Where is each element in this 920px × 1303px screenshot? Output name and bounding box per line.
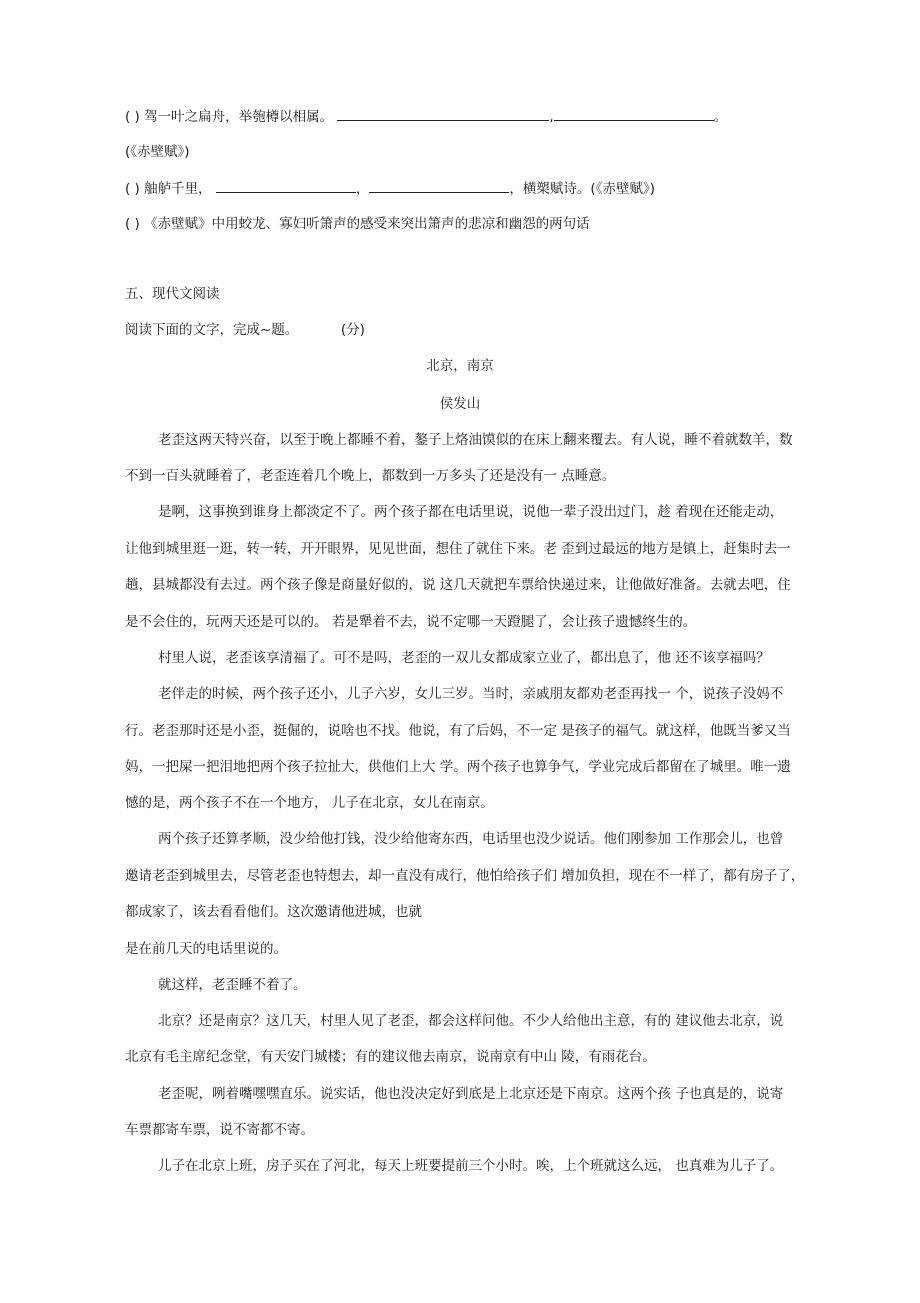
question-1-prefix: ( ) 驾一叶之扁舟，举匏樽以相属。 (125, 109, 334, 125)
question-1-end: 。 (713, 109, 728, 125)
article-line: 邀请老歪到城里去，尽管老歪也特想去，却一直没有成行，他怕给孩子们 增加负担，现在不一样了，都有房子了， (125, 868, 805, 884)
article-line: 趟，县城都没有去过。两个孩子像是商量好似的，说 这几天就把车票给快递过来，让他做好准备。去就去吧，住 (125, 577, 791, 593)
article-line: 老歪这两天特兴奋，以至于晚上都睡不着，鏊子上烙油馍似的在床上翻来覆去。有人说，睡不着就数羊，数 (158, 432, 793, 448)
article-line: 老伴走的时候，两个孩子还小，儿子六岁，女儿三岁。当时，亲戚朋友都劝老歪再找一 个，说孩子没妈不 (158, 686, 784, 702)
question-1-separator: , (549, 109, 554, 125)
article-line: 老歪呢，咧着嘴嘿嘿直乐。说实话，他也没决定好到底是上北京还是下南京。这两个孩 子也真是的，说寄 (158, 1086, 784, 1102)
article-line: 憾的是，两个孩子不在一个地方， 儿子在北京，女儿在南京。 (125, 795, 494, 811)
answer-blank-2b[interactable] (369, 178, 509, 193)
section-instruction-line (125, 320, 805, 340)
question-2-separator: ， (355, 181, 370, 197)
article-line: 是不会住的，玩两天还是可以的。 若是犟着不去，说不定哪一天蹬腿了，会让孩子遗憾终生的。 (125, 614, 697, 630)
article-line: 不到一百头就睡着了，老歪连着几个晚上，都数到一万多头了还是没有一 点睡意。 (125, 468, 616, 484)
article-line: 妈，一把屎一把泪地把两个孩子拉扯大，供他们上大 学。两个孩子也算争气，学业完成后都留在了城里。唯一遗 (125, 759, 791, 775)
article-line: 是啊，这事换到谁身上都淡定不了。两个孩子都在电话里说，说他一辈子没出过门，趁 着现在还能走动， (158, 504, 784, 520)
article-line: 车票都寄车票，说不寄都不寄。 (125, 1122, 314, 1138)
article-line: 两个孩子还算孝顺，没少给他打钱，没少给他寄东西，电话里也没少说话。他们刚参加 工作那会儿，也曾 (158, 831, 784, 847)
article-line: 就这样，老歪睡不着了。 (158, 977, 307, 993)
section-title: 五、现代文阅读 (125, 286, 220, 302)
article-line: 行。老歪那时还是小歪，挺倔的，说啥也不找。他说，有了后妈，不一定 是孩子的福气。就这样，他既当爹又当 (125, 723, 791, 739)
article-line: 北京？还是南京？这几天，村里人见了老歪，都会这样问他。不少人给他出主意，有的 建议他去北京，说 (158, 1013, 784, 1029)
question-2-prefix: ( ) 舳舻千里， (125, 181, 212, 197)
section-instruction: 阅读下面的文字，完成~题。 (125, 322, 299, 338)
article-line: 是在前几天的电话里说的。 (125, 941, 287, 957)
article-line: 儿子在北京上班，房子买在了河北，每天上班要提前三个小时。唉，上个班就这么远， 也真难为儿子了。 (158, 1158, 784, 1174)
answer-blank-2a[interactable] (216, 178, 356, 193)
answer-blank-1a[interactable] (337, 106, 549, 121)
question-1 (125, 106, 805, 127)
section-score: (分) (340, 322, 365, 338)
article-line: 让他到城里逛一逛，转一转，开开眼界，见见世面，想住了就住下来。老 歪到过最远的地方是镇上，赶集时去一 (125, 541, 791, 557)
article-line: 都成家了，该去看看他们。这次邀请他进城，也就 (125, 904, 422, 920)
article-line: 北京有毛主席纪念堂，有天安门城楼；有的建议他去南京，说南京有中山 陵，有雨花台。 (125, 1049, 656, 1065)
article-author: 侯发山 (439, 396, 481, 412)
answer-blank-1b[interactable] (554, 106, 714, 121)
question-3: ( ) 《赤壁赋》中用蛟龙、寡妇听箫声的感受来突出箫声的悲凉和幽怨的两句话 (125, 216, 590, 232)
question-2-suffix: ，横槊赋诗。(《赤壁赋》) (509, 181, 655, 197)
article-title: 北京，南京 (426, 358, 494, 374)
question-1-source: (《赤壁赋》) (125, 144, 190, 160)
article-line: 村里人说，老歪该享清福了。可不是吗，老歪的一双儿女都成家立业了，都出息了，他 还不该享福吗？ (158, 650, 770, 666)
question-2 (125, 178, 805, 199)
